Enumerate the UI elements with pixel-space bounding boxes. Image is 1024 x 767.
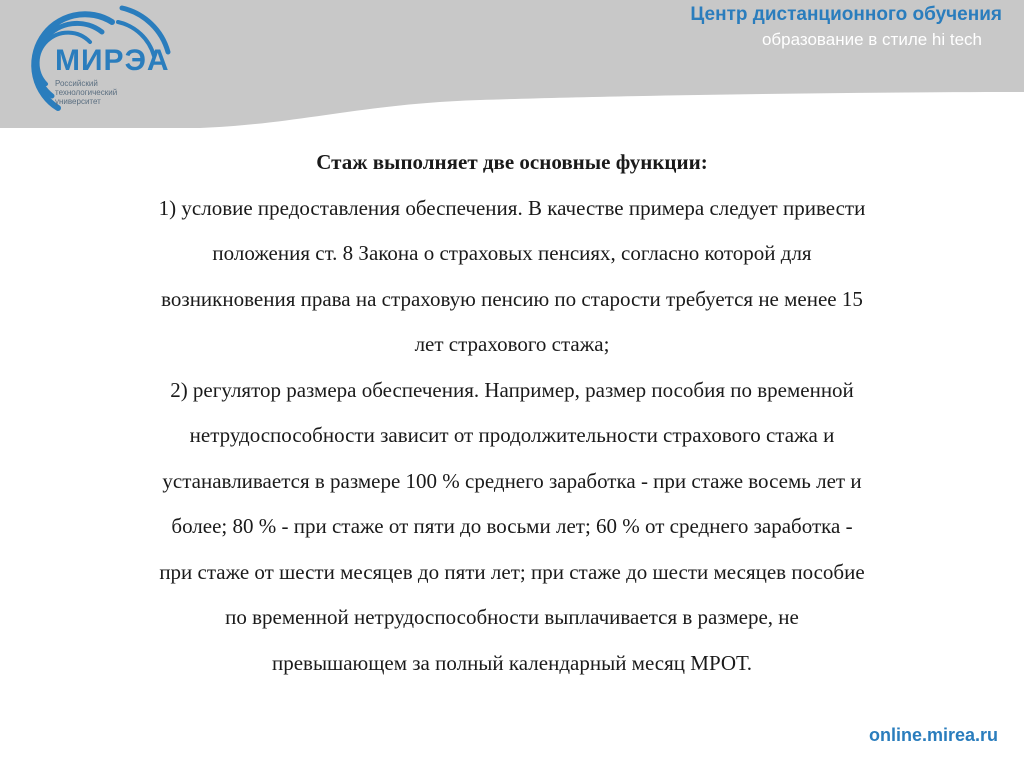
text-line: 1) условие предоставления обеспечения. В качестве примера следует привести — [158, 195, 866, 220]
text-line: при стаже от шести месяцев до пяти лет; при стаже до шести месяцев пособие — [159, 559, 865, 584]
text-line: положения ст. 8 Закона о страховых пенсиях, согласно которой для — [212, 241, 812, 265]
text-line: по временной нетрудоспособности выплачивается в размере, не — [225, 605, 799, 629]
center-title: Центр дистанционного обучения — [690, 4, 1002, 25]
text-line: более; 80 % - при стаже от пяти до восьми лет; 60 % от среднего заработка - — [171, 514, 853, 538]
center-subtitle: образование в стиле hi tech — [761, 30, 982, 49]
website-link[interactable]: online.mirea.ru — [868, 725, 998, 745]
text-line: превышающем за полный календарный месяц МРОТ. — [271, 650, 753, 675]
header-band — [0, 0, 1024, 130]
mirea-logo — [0, 0, 200, 125]
text-line: устанавливается в размере 100 % среднего заработка - при стаже восемь лет и — [162, 468, 862, 493]
logo-subtitle: Российский технологический университет — [55, 79, 118, 106]
logo-wordmark: МИРЭА — [55, 44, 170, 77]
text-line: 2) регулятор размера обеспечения. Например, размер пособия по временной — [170, 377, 854, 402]
slide-heading: Стаж выполняет две основные функции: — [316, 150, 708, 174]
slide-content — [60, 140, 964, 686]
text-line: возникновения права на страховую пенсию по старости требуется не менее 15 — [161, 286, 863, 311]
text-line: лет страхового стажа; — [414, 332, 610, 356]
text-line: нетрудоспособности зависит от продолжительности страхового стажа и — [189, 423, 835, 447]
